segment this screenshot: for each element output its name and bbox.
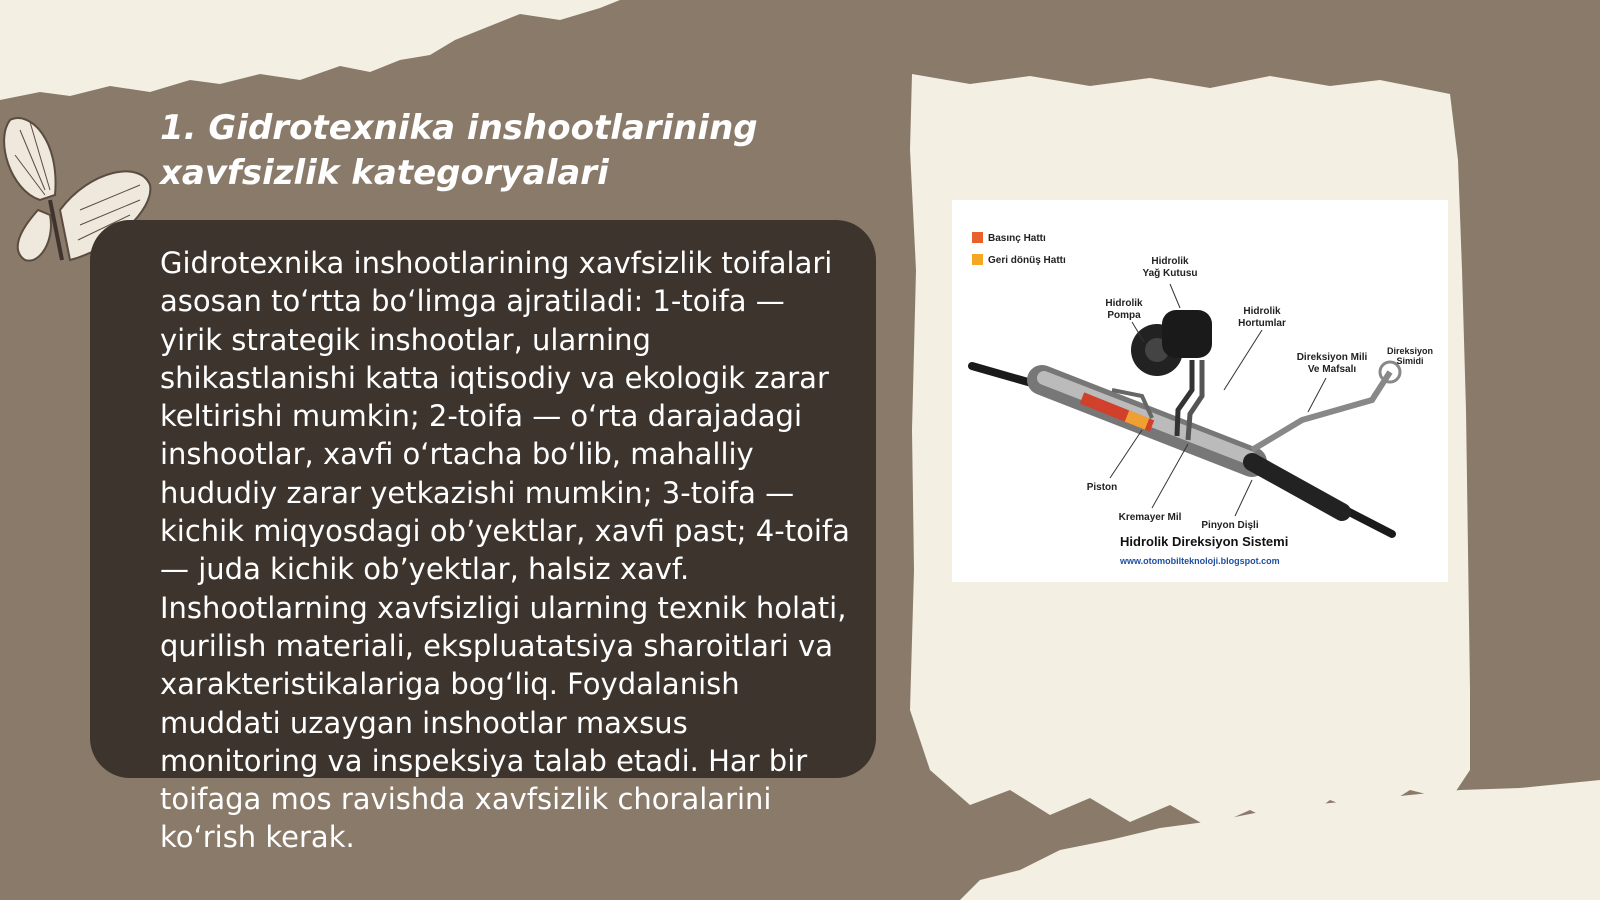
legend-pressure: Basınç Hattı [988,233,1046,244]
label-piston: Piston [1086,482,1118,493]
legend-pressure-swatch [972,232,983,243]
diagram-url: www.otomobilteknoloji.blogspot.com [1120,556,1280,566]
legend-return: Geri dönüş Hattı [988,255,1066,266]
label-pump-1: Hidrolik [1105,298,1143,309]
label-shaft-1: Direksiyon Mili [1296,352,1368,363]
label-hoses-1: Hidrolik [1243,306,1281,317]
label-reservoir-2: Yağ Kutusu [1142,268,1198,279]
hydraulic-steering-diagram [952,200,1448,582]
slide-title: 1. Gidrotexnika inshootlarining xavfsizlik kategoryalari [160,108,758,193]
legend-return-swatch [972,254,983,265]
label-shaft-2: Ve Mafsalı [1307,364,1357,375]
body-text: Gidrotexnika inshootlarining xavfsizlik toifalari asosan to‘rtta bo‘limga ajratiladi: 1-toifa — yirik strategik inshootlar, ularning shikastlanishi katta iqtisodiy va ekologik zarar keltirishi mumkin; 2-toifa — o‘rta darajadagi inshootlar, xavfi o‘rtacha bo‘lib, mahalliy hududiy zarar yetkazishi mumkin; 3-toifa — kichik miqyosdagi ob’yektlar, xavfi past; 4-toifa — juda kichik ob’yektlar, halsiz xavf. Inshootlarning xavfsizligi ularning texnik holati, qurilish materiali, ekspluatatsiya sharoitlari va xarakteristikalariga bog‘liq. Foydalanish muddati uzaygan inshootlar maxsus monitoring va inspeksiya talab etadi. Har bir toifaga mos ravishda xavfsizlik choralarini ko‘rish kerak. [160,246,850,855]
label-reservoir-1: Hidrolik [1151,256,1189,267]
label-wheel-2: Simidi [1396,356,1424,366]
label-rack: Kremayer Mil [1118,512,1182,523]
label-pinion: Pinyon Dişli [1201,520,1259,531]
label-hoses-2: Hortumlar [1238,318,1286,329]
label-pump-2: Pompa [1107,310,1141,321]
torn-paper-top [0,0,620,110]
diagram-caption: Hidrolik Direksiyon Sistemi [1120,534,1289,549]
label-wheel-1: Direksiyon [1386,346,1434,356]
